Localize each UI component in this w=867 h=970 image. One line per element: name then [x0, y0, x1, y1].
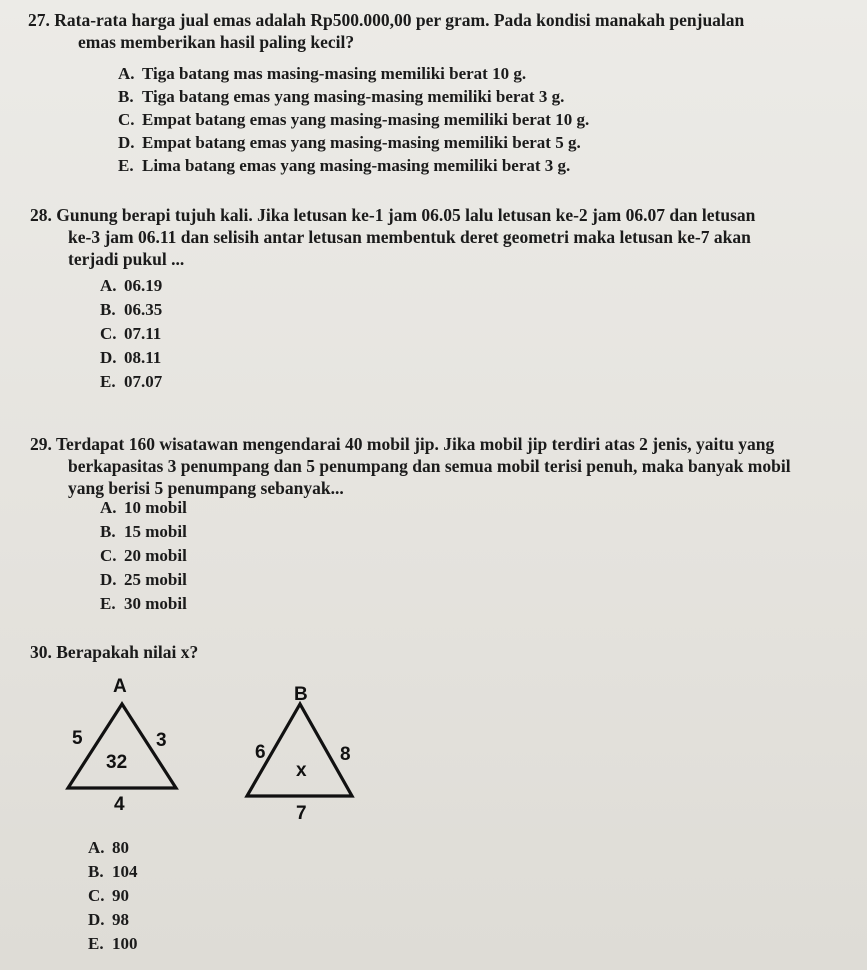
triangle-a-center: 32 [106, 752, 128, 773]
option-text: 30 mobil [124, 594, 187, 613]
option-text: 98 [112, 910, 129, 929]
option-letter: A. [88, 838, 105, 857]
option-27-b[interactable] [118, 86, 564, 107]
option-text: 104 [112, 862, 138, 881]
option-27-e[interactable] [118, 155, 570, 176]
option-letter: B. [100, 522, 116, 541]
option-text: Lima batang emas yang masing-masing memiliki berat 3 g. [142, 156, 571, 175]
question-text-line: emas memberikan hasil paling kecil? [78, 32, 355, 52]
option-letter: E. [100, 594, 116, 613]
option-28-e[interactable] [100, 371, 162, 392]
option-text: 10 mobil [124, 498, 187, 517]
option-letter: B. [100, 300, 116, 319]
option-letter: C. [118, 110, 135, 129]
option-letter: D. [100, 348, 117, 367]
triangle-b-bottom: 7 [296, 803, 307, 824]
question-number: 27. [28, 10, 50, 30]
triangle-b-left: 6 [255, 742, 266, 763]
option-29-d[interactable] [100, 569, 187, 590]
triangle-a-bottom: 4 [114, 794, 125, 815]
option-letter: D. [118, 133, 135, 152]
question-28-cont-2 [68, 249, 184, 270]
option-text: 15 mobil [124, 522, 187, 541]
question-28 [30, 205, 755, 226]
option-text: 90 [112, 886, 129, 905]
option-letter: C. [100, 324, 117, 343]
option-letter: B. [88, 862, 104, 881]
option-28-c[interactable] [100, 323, 161, 344]
option-text: 08.11 [124, 348, 162, 367]
question-30 [30, 642, 198, 663]
option-letter: D. [88, 910, 105, 929]
question-text-line: Terdapat 160 wisatawan mengendarai 40 mobil jip. Jika mobil jip terdiri atas 2 jenis, yaitu yang [55, 434, 775, 454]
question-text-line: Rata-rata harga jual emas adalah Rp500.000,00 per gram. Pada kondisi manakah penjualan [54, 10, 745, 30]
question-29-cont-1 [68, 456, 791, 477]
option-28-a[interactable] [100, 275, 162, 296]
option-text: 20 mobil [124, 546, 187, 565]
option-29-b[interactable] [100, 521, 187, 542]
question-29 [30, 434, 774, 455]
question-number: 28. [30, 205, 52, 225]
option-letter: C. [100, 546, 117, 565]
option-letter: B. [118, 87, 134, 106]
option-letter: A. [100, 498, 117, 517]
triangle-b-title: B [294, 684, 308, 705]
option-letter: A. [118, 64, 135, 83]
triangle-b-center: x [296, 760, 307, 781]
option-text: Empat batang emas yang masing-masing memiliki berat 5 g. [142, 133, 581, 152]
option-27-d[interactable] [118, 132, 581, 153]
question-27-cont [78, 32, 354, 53]
option-letter: E. [118, 156, 134, 175]
triangle-a-left: 5 [72, 728, 83, 749]
option-text: Empat batang emas yang masing-masing memiliki berat 10 g. [142, 110, 590, 129]
option-text: 06.19 [124, 276, 163, 295]
question-text-line: ke-3 jam 06.11 dan selisih antar letusan membentuk deret geometri maka letusan ke-7 akan [68, 227, 751, 247]
option-29-e[interactable] [100, 593, 187, 614]
option-27-c[interactable] [118, 109, 589, 130]
triangle-a-right: 3 [156, 730, 167, 751]
option-text: Tiga batang emas yang masing-masing memiliki berat 3 g. [142, 87, 565, 106]
option-text: 25 mobil [124, 570, 187, 589]
option-27-a[interactable] [118, 63, 526, 84]
question-28-cont-1 [68, 227, 751, 248]
option-text: 07.11 [124, 324, 162, 343]
question-text-line: Gunung berapi tujuh kali. Jika letusan ke-1 jam 06.05 lalu letusan ke-2 jam 06.07 dan letusan [56, 205, 756, 225]
option-text: 80 [112, 838, 129, 857]
option-30-d[interactable] [88, 909, 129, 930]
option-29-c[interactable] [100, 545, 187, 566]
option-30-e[interactable] [88, 933, 138, 954]
option-29-a[interactable] [100, 497, 187, 518]
option-text: 100 [112, 934, 138, 953]
question-text-line: yang berisi 5 penumpang sebanyak... [68, 478, 344, 498]
question-27 [28, 10, 838, 31]
option-letter: A. [100, 276, 117, 295]
triangle-a-title: A [113, 676, 127, 697]
option-28-d[interactable] [100, 347, 161, 368]
option-30-c[interactable] [88, 885, 129, 906]
option-letter: E. [88, 934, 104, 953]
question-text-line: Berapakah nilai x? [56, 642, 199, 662]
question-text-line: terjadi pukul ... [68, 249, 185, 269]
triangle-b-right: 8 [340, 744, 351, 765]
option-text: Tiga batang mas masing-masing memiliki berat 10 g. [142, 64, 527, 83]
option-30-b[interactable] [88, 861, 138, 882]
option-28-b[interactable] [100, 299, 162, 320]
option-30-a[interactable] [88, 837, 129, 858]
question-number: 30. [30, 642, 52, 662]
option-letter: C. [88, 886, 105, 905]
option-letter: D. [100, 570, 117, 589]
question-29-cont-2 [68, 478, 344, 499]
option-text: 07.07 [124, 372, 163, 391]
question-number: 29. [30, 434, 52, 454]
option-letter: E. [100, 372, 116, 391]
option-text: 06.35 [124, 300, 163, 319]
question-text-line: berkapasitas 3 penumpang dan 5 penumpang dan semua mobil terisi penuh, maka banyak mobil [68, 456, 791, 476]
